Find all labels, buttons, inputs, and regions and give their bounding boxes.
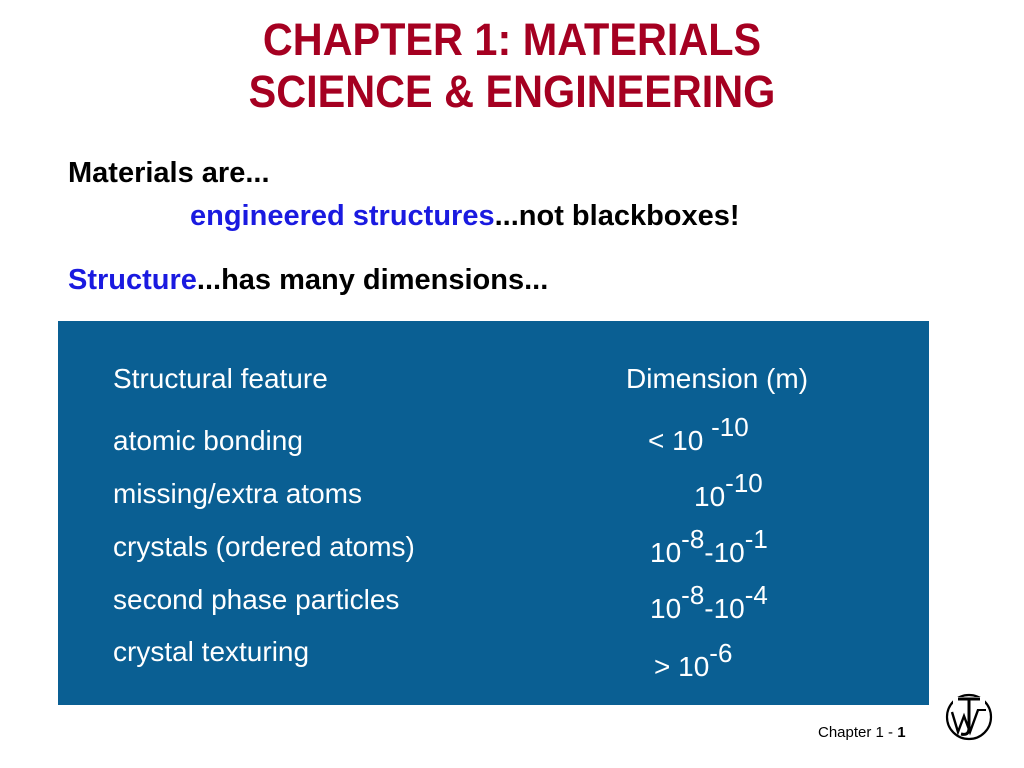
title-line-1: CHAPTER 1: MATERIALS <box>262 14 762 65</box>
dimension-crystals: $10^{-8}-10^{-1}$ <box>650 524 768 568</box>
header-structural-feature: Structural feature <box>113 363 328 394</box>
engineered-line <box>190 199 740 233</box>
dimension-table-panel <box>58 321 929 705</box>
feature-atomic-bonding: atomic bonding <box>113 425 303 456</box>
dimension-atomic-bonding: < 10 $^{-10}$ <box>648 412 749 456</box>
feature-crystal-texturing: crystal texturing <box>113 636 310 667</box>
publisher-logo-icon <box>944 690 994 744</box>
footer-chapter-label: Chapter 1 - <box>818 724 898 741</box>
intro-text: Materials are... <box>68 157 270 189</box>
engineered-structures-text: engineered structures <box>190 200 495 232</box>
structure-line <box>68 263 548 297</box>
header-dimension: Dimension (m) <box>626 363 809 394</box>
footer-page-number: 1 <box>897 724 906 741</box>
structure-rest-text: ...has many dimensions... <box>196 264 549 296</box>
slide-title <box>41 14 983 118</box>
dimension-missing-extra-atoms: $10^{-10}$ <box>694 468 763 512</box>
footer-page-label <box>818 724 906 741</box>
structure-word: Structure <box>68 264 197 296</box>
feature-missing-extra-atoms: missing/extra atoms <box>113 478 362 509</box>
dimension-crystal-texturing: > $10^{-6}$ <box>654 638 733 682</box>
title-line-2: SCIENCE & ENGINEERING <box>248 66 776 117</box>
feature-second-phase: second phase particles <box>113 584 400 615</box>
not-blackboxes-text: ...not blackboxes! <box>494 200 740 232</box>
feature-crystals: crystals (ordered atoms) <box>113 531 415 562</box>
dimension-second-phase: $10^{-8}-10^{-4}$ <box>650 580 768 624</box>
